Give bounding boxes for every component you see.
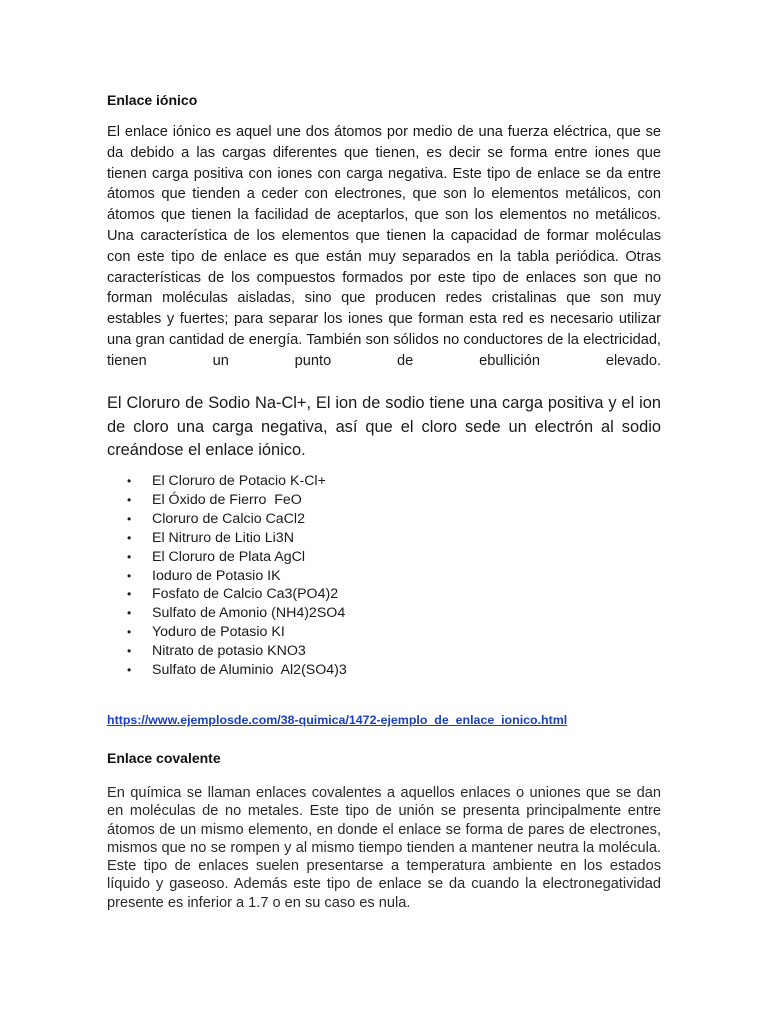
list-item-text: Sulfato de Aluminio Al2(SO4)3	[152, 662, 347, 679]
list-item-text: El Cloruro de Plata AgCl	[152, 548, 305, 565]
list-item	[107, 585, 347, 604]
list-item-text: Yoduro de Potasio KI	[152, 624, 285, 641]
bullet-icon: •	[127, 644, 132, 659]
list-item	[107, 661, 347, 680]
bullet-icon: •	[127, 492, 132, 507]
list-item	[107, 510, 347, 529]
compound-list	[107, 472, 347, 680]
list-item-text: Nitrato de potasio KNO3	[152, 643, 306, 660]
bullet-icon: •	[127, 530, 132, 545]
list-item-text: El Cloruro de Potacio K-Cl+	[152, 473, 326, 489]
paragraph-enlace-ionico: El enlace iónico es aquel une dos átomos por medio de una fuerza eléctrica, que se da debido a las cargas diferentes que tienen, es decir se forma entre iones que tienen carga positiva con iones con carga negativa. Este tipo de enlace se da entre átomos que tienden a ceder con electrones, que son lo elementos metálicos, con átomos que tienen la facilidad de aceptarlos, que son los elementos no metálicos. Una característica de los elementos que tienen la capacidad de formar moléculas con este tipo de enlace es que están muy separados en la tabla periódica. Otras características de los compuestos formados por este tipo de enlaces son que no forman moléculas aisladas, sino que producen redes cristalinas que son muy estables y fuertes; para separar los iones que forman esta red es necesario utilizar una gran cantidad de energía. También son sólidos no conductores de la electricidad, tienen un punto de ebullición elevado.	[107, 124, 661, 369]
list-item-text: El Óxido de Fierro FeO	[152, 491, 302, 508]
list-item	[107, 548, 347, 567]
list-item	[107, 491, 347, 510]
paragraph-enlace-covalente: En química se llaman enlaces covalentes a aquellos enlaces o uniones que se dan en moléculas de no metales. Este tipo de unión se presenta principalmente entre átomos de un mismo elemento, en donde el enlace se forma de pares de electrones, mismos que no se rompen y al mismo tiempo tienden a mantener neutra la molécula. Este tipo de enlaces suelen presentarse a temperatura ambiente en los estados líquido y gaseoso. Además este tipo de enlace se da cuando la electronegatividad presente es inferior a 1.7 o en su caso es nula.	[107, 785, 661, 911]
list-item-text: Ioduro de Potasio IK	[152, 567, 281, 584]
bullet-icon: •	[127, 663, 132, 678]
list-item-text: Sulfato de Amonio (NH4)2SO4	[152, 605, 346, 622]
list-item	[107, 529, 347, 548]
list-item	[107, 604, 347, 623]
list-item-text: El Nitruro de Litio Li3N	[152, 529, 294, 546]
bullet-icon: •	[127, 568, 132, 583]
bullet-icon: •	[127, 587, 132, 602]
bullet-icon: •	[127, 625, 132, 640]
paragraph-example-nacl: El Cloruro de Sodio Na-Cl+, El ion de sodio tiene una carga positiva y el ion de cloro una carga negativa, así que el cloro sede un electrón al sodio creándose el enlace iónico.	[107, 394, 661, 459]
bullet-icon: •	[127, 474, 132, 488]
heading-enlace-ionico: Enlace iónico	[107, 92, 198, 108]
list-item	[107, 567, 347, 586]
list-item-text: Fosfato de Calcio Ca3(PO4)2	[152, 586, 339, 603]
heading-enlace-covalente: Enlace covalente	[107, 750, 221, 766]
source-link[interactable]: https://www.ejemplosde.com/38-quimica/1472-ejemplo_de_enlace_ionico.html	[107, 713, 568, 727]
list-item	[107, 642, 347, 661]
bullet-icon: •	[127, 511, 132, 526]
list-item	[107, 623, 347, 642]
list-item	[107, 472, 347, 491]
list-item-text: Cloruro de Calcio CaCl2	[152, 510, 305, 527]
bullet-icon: •	[127, 606, 132, 621]
bullet-icon: •	[127, 549, 132, 564]
